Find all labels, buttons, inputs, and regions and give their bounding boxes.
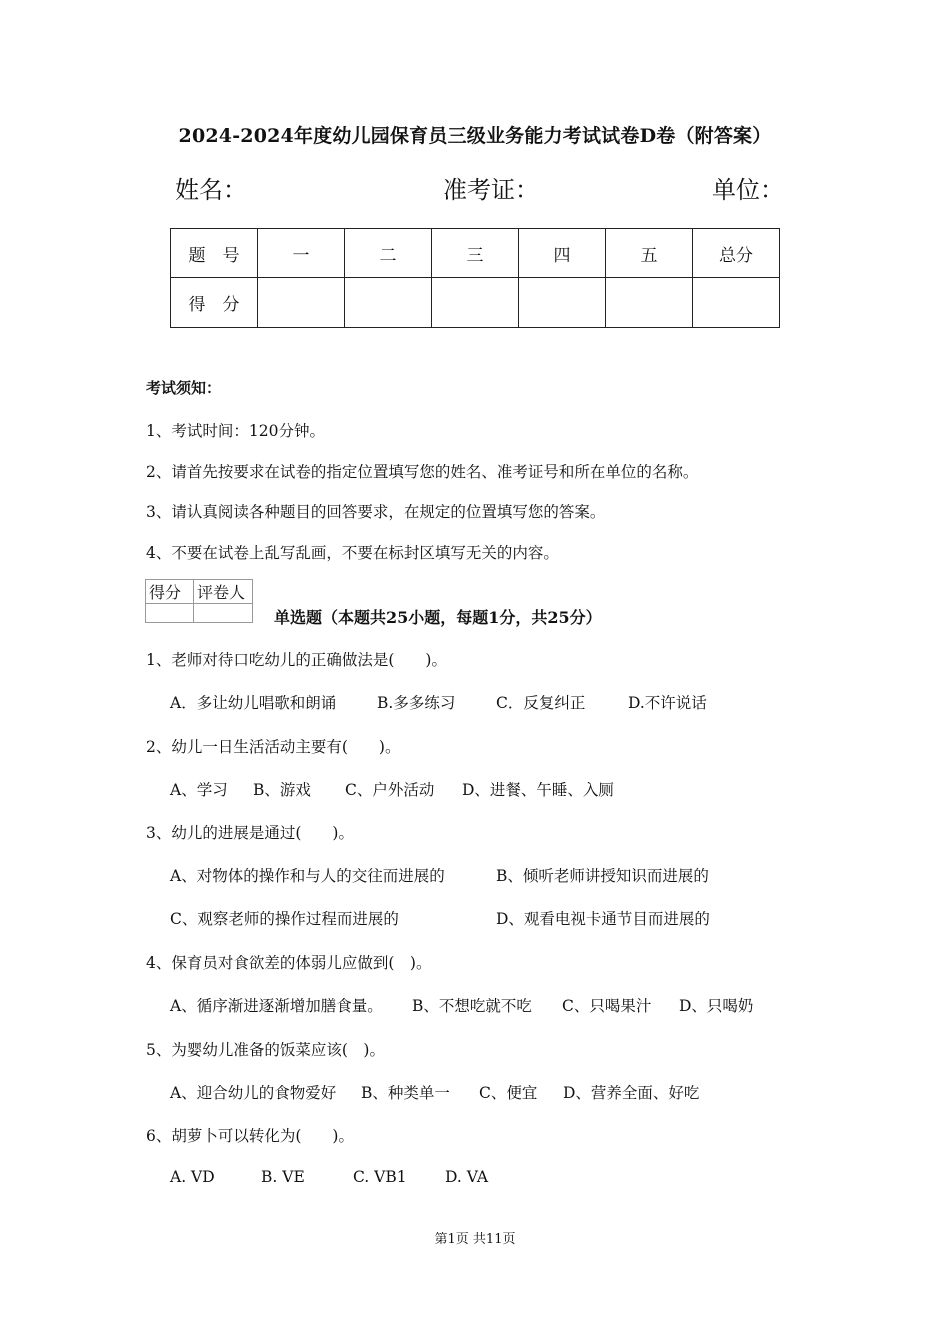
score-header-cell: 四 xyxy=(519,229,606,278)
name-label: 姓名： xyxy=(175,176,247,204)
question-option: D、进餐、午睡、入厕 xyxy=(462,781,614,799)
score-table xyxy=(170,228,780,328)
question-option: A. VD xyxy=(170,1168,215,1186)
question-option: C、户外活动 xyxy=(345,781,435,799)
question-option: A．多让幼儿唱歌和朗诵 xyxy=(170,694,337,712)
question-option: C．反复纠正 xyxy=(496,694,586,712)
score-cell[interactable] xyxy=(258,278,345,328)
score-table-score-row xyxy=(171,278,780,328)
score-table-header-row xyxy=(171,229,780,278)
exam-title: 2024-2024年度幼儿园保育员三级业务能力考试试卷D卷（附答案） xyxy=(178,125,772,147)
grader-score-label: 得分 xyxy=(146,580,194,604)
question-option: D、只喝奶 xyxy=(679,997,754,1015)
exam-id-label: 准考证： xyxy=(443,176,539,204)
question-option: C、便宜 xyxy=(479,1084,538,1102)
notice-item: 1、考试时间：120分钟。 xyxy=(146,422,325,440)
question-option: C. VB1 xyxy=(353,1168,407,1186)
section-title: 单选题（本题共25小题，每题1分，共25分） xyxy=(274,608,602,627)
question-option: B、不想吃就不吃 xyxy=(412,997,532,1015)
score-cell[interactable] xyxy=(432,278,519,328)
question-stem: 6、胡萝卜可以转化为( )。 xyxy=(146,1127,354,1145)
question-stem: 2、幼儿一日生活活动主要有( )。 xyxy=(146,738,401,756)
grader-name-label: 评卷人 xyxy=(194,580,253,604)
question-option: A、学习 xyxy=(170,781,228,799)
notice-item: 4、不要在试卷上乱写乱画，不要在标封区填写无关的内容。 xyxy=(146,544,559,562)
page-footer: 第1页 共11页 xyxy=(434,1232,516,1247)
question-stem: 5、为婴幼儿准备的饭菜应该( )。 xyxy=(146,1041,385,1059)
score-header-cell: 五 xyxy=(606,229,693,278)
score-cell[interactable] xyxy=(519,278,606,328)
unit-label: 单位： xyxy=(712,176,784,204)
score-row-label: 得 分 xyxy=(171,278,258,328)
question-option: A、对物体的操作和与人的交往而进展的 xyxy=(170,867,445,885)
question-option: B、倾听老师讲授知识而进展的 xyxy=(496,867,709,885)
grader-box xyxy=(145,579,253,623)
score-header-cell: 总分 xyxy=(693,229,780,278)
question-option: C、观察老师的操作过程而进展的 xyxy=(170,910,399,928)
notice-item: 2、请首先按要求在试卷的指定位置填写您的姓名、准考证号和所在单位的名称。 xyxy=(146,463,699,481)
question-option: D.不许说话 xyxy=(628,694,707,712)
question-option: B、种类单一 xyxy=(361,1084,450,1102)
question-option: D. VA xyxy=(445,1168,489,1186)
grader-score-cell[interactable] xyxy=(146,604,194,623)
question-option: D、营养全面、好吃 xyxy=(563,1084,700,1102)
question-stem: 3、幼儿的进展是通过( )。 xyxy=(146,824,354,842)
notice-item: 3、请认真阅读各种题目的回答要求，在规定的位置填写您的答案。 xyxy=(146,503,606,521)
question-stem: 4、保育员对食欲差的体弱儿应做到( )。 xyxy=(146,954,432,972)
score-header-cell: 一 xyxy=(258,229,345,278)
score-header-cell: 题 号 xyxy=(171,229,258,278)
question-stem: 1、老师对待口吃幼儿的正确做法是( )。 xyxy=(146,651,447,669)
question-option: D、观看电视卡通节目而进展的 xyxy=(496,910,710,928)
question-option: B. VE xyxy=(261,1168,305,1186)
question-option: A、循序渐进逐渐增加膳食量。 xyxy=(170,997,383,1015)
question-option: B、游戏 xyxy=(253,781,311,799)
score-cell[interactable] xyxy=(606,278,693,328)
score-header-cell: 三 xyxy=(432,229,519,278)
question-option: A、迎合幼儿的食物爱好 xyxy=(170,1084,337,1102)
grader-name-cell[interactable] xyxy=(194,604,253,623)
score-cell[interactable] xyxy=(693,278,780,328)
score-cell[interactable] xyxy=(345,278,432,328)
question-option: B.多多练习 xyxy=(377,694,456,712)
score-header-cell: 二 xyxy=(345,229,432,278)
question-option: C、只喝果汁 xyxy=(562,997,652,1015)
notice-heading: 考试须知： xyxy=(146,379,222,397)
